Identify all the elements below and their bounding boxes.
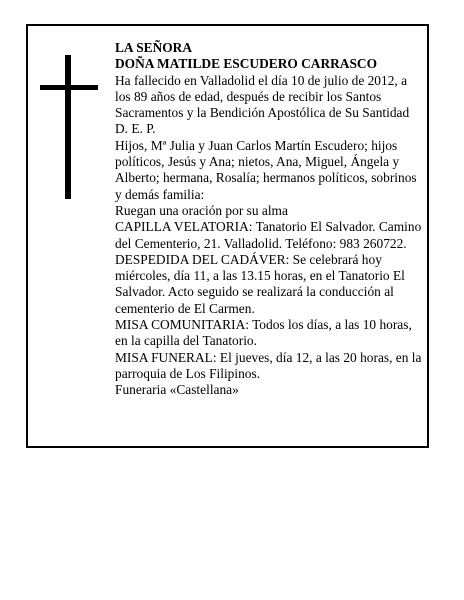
family-list: Hijos, Mª Julia y Juan Carlos Martín Escudero; hijos políticos, Jesús y Ana; nietos, Ana, Miguel, Ángela y Alberto; hermana, Rosalía; hermanos políticos, sobrinos y demás familia: — [115, 137, 417, 202]
cross-icon — [40, 55, 98, 199]
funeral-mass-info: MISA FUNERAL: El jueves, día 12, a las 20 horas, en la parroquia de Los Filipinos. — [115, 349, 422, 381]
funeral-home: Funeraria «Castellana» — [115, 382, 239, 398]
farewell-info: DESPEDIDA DEL CADÁVER: Se celebrará hoy miércoles, día 11, a las 13.15 horas, en el Tanatorio El Salvador. Acto seguido se realizará la conducción al cementerio de El Carmen. — [115, 251, 405, 316]
deceased-name: DOÑA MATILDE ESCUDERO CARRASCO — [115, 56, 378, 72]
cross-vertical-bar — [65, 55, 71, 199]
notice-title: LA SEÑORA — [115, 40, 193, 55]
wake-info: CAPILLA VELATORIA: Tanatorio El Salvador. Camino del Cementerio, 21. Valladolid. Teléfono: 983 260722. — [115, 219, 422, 251]
obituary-notice — [26, 24, 429, 448]
cross-horizontal-bar — [40, 85, 98, 90]
notice-text — [115, 40, 425, 399]
prayer-request: Ruegan una oración por su alma — [115, 202, 288, 218]
community-mass-info: MISA COMUNITARIA: Todos los días, a las 10 horas, en la capilla del Tanatorio. — [115, 317, 412, 349]
death-announcement: Ha fallecido en Valladolid el día 10 de julio de 2012, a los 89 años de edad, después de recibir los Santos Sacramentos y la Bendición Apostólica de Su Santidad D. E. P. — [115, 72, 410, 137]
